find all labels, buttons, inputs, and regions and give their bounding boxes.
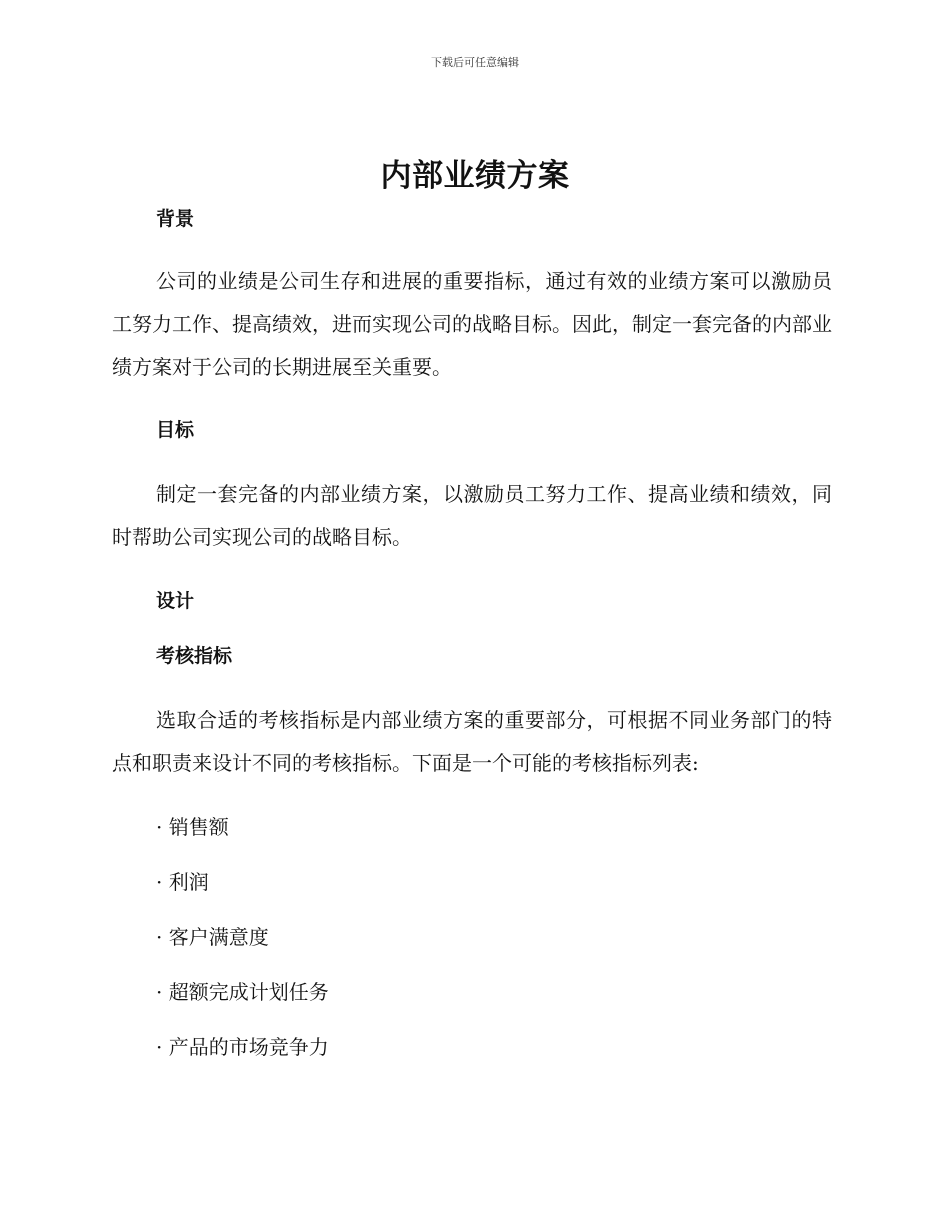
list-item-exceed-plan: · 超额完成计划任务 [156,980,329,1004]
list-item-customer-satisfaction: · 客户满意度 [156,925,269,949]
paragraph-kpi: 选取合适的考核指标是内部业绩方案的重要部分，可根据不同业务部门的特点和职责来设计不同的考核指标。下面是一个可能的考核指标列表: [112,708,832,775]
paragraph-background: 公司的业绩是公司生存和进展的重要指标，通过有效的业绩方案可以激励员工努力工作、提高绩效，进而实现公司的战略目标。因此，制定一套完备的内部业绩方案对于公司的长期进展至关重要。 [112,269,832,379]
header-note: 下载后可任意编辑 [431,56,519,69]
list-item-profit: · 利润 [156,870,209,894]
document-body [112,200,832,1060]
document-title: 内部业绩方案 [380,158,570,194]
list-item-sales: · 销售额 [156,815,229,839]
paragraph-goal: 制定一套完备的内部业绩方案，以激励员工努力工作、提高业绩和绩效，同时帮助公司实现公司的战略目标。 [112,482,832,549]
heading-kpi: 考核指标 [156,645,233,667]
heading-background: 背景 [156,208,195,230]
heading-goal: 目标 [156,419,195,441]
heading-design: 设计 [156,590,195,612]
list-item-market-competitiveness: · 产品的市场竞争力 [156,1035,329,1059]
